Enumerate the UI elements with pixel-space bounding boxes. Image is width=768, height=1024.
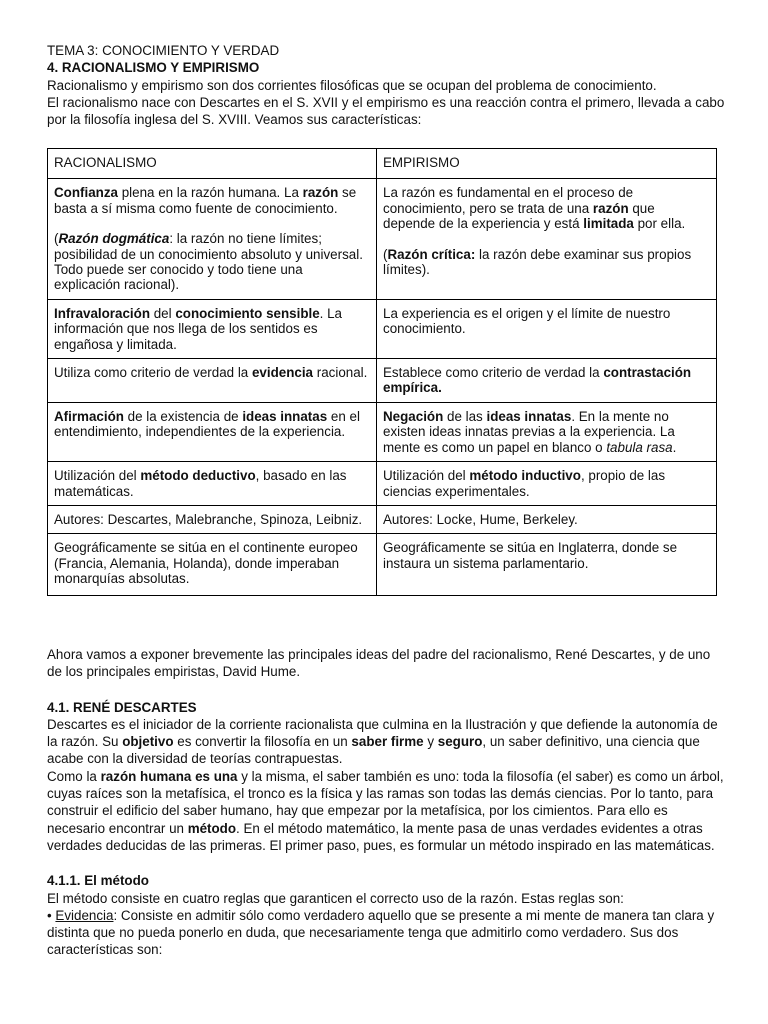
table-row [48,462,717,506]
comparison-table [47,148,717,596]
cell-text: La experiencia es el origen y el límite de nuestro conocimiento. [383,305,671,337]
cell-metodo-empirismo [377,462,717,506]
cell-criterio-empirismo [377,359,717,403]
cell-text: Utiliza como criterio de verdad la evidencia racional. [54,365,368,381]
metodo-heading: 4.1.1. El método [47,873,149,889]
cell-autores-empirismo [377,505,717,533]
cell-text: Afirmación de la existencia de ideas innatas en el entendimiento, independientes de la experiencia. [54,408,360,440]
metodo-paragraph: El método consiste en cuatro reglas que garanticen el correcto uso de la razón. Estas reglas son: [47,890,624,906]
cell-razon-racionalismo [48,179,377,299]
body-section [47,646,727,959]
cell-text: La razón es fundamental en el proceso de conocimiento, pero se trata de una razón que depende de la experiencia y está limitada por ella. [383,185,686,232]
cell-text: Utilización del método deductivo, basado en las matemáticas. [54,468,347,499]
cell-sentidos-empirismo [377,299,717,358]
cell-text: Confianza plena en la razón humana. La razón se basta a sí misma como fuente de conocimiento. [54,185,357,216]
cell-text: (Razón crítica: la razón debe examinar sus propios límites). [383,246,692,278]
cell-ideas-empirismo [377,402,717,461]
cell-text: Establece como criterio de verdad la contrastación empírica. [383,365,692,396]
cell-text: Negación de las ideas innatas. En la mente no existen ideas innatas previas a la experiencia. La mente es como un papel en blanco o tabula rasa. [383,408,677,455]
cell-text: Geográficamente se sitúa en el continente europeo (Francia, Alemania, Holanda), donde imperaban monarquías absolutas. [54,540,358,587]
intro-paragraph-1: Racionalismo y empirismo son dos corrientes filosóficas que se ocupan del problema de conocimiento. [47,77,657,93]
cell-text: Autores: Locke, Hume, Berkeley. [383,511,578,527]
table-row [48,402,717,461]
cell-autores-racionalismo [48,505,377,533]
cell-text: (Razón dogmática: la razón no tiene límites; posibilidad de un conocimiento absoluto y universal. Todo puede ser conocido y todo tiene una explicación racional). [54,231,363,293]
table-row [48,299,717,358]
header-empirismo: EMPIRISMO [377,149,717,179]
intro-section [47,42,727,128]
after-table-paragraph: Ahora vamos a exponer brevemente las principales ideas del padre del racionalismo, René Descartes, y de uno de los principales empiristas, David Hume. [47,647,711,680]
table-row [48,534,717,595]
section-heading: 4. RACIONALISMO Y EMPIRISMO [47,60,260,76]
tema-title: TEMA 3: CONOCIMIENTO Y VERDAD [47,43,280,58]
cell-ideas-racionalismo [48,402,377,461]
cell-metodo-racionalismo [48,462,377,506]
cell-razon-empirismo [377,179,717,299]
descartes-heading: 4.1. RENÉ DESCARTES [47,699,197,715]
cell-sentidos-racionalismo [48,299,377,358]
table-row [48,359,717,403]
cell-geografia-empirismo [377,534,717,595]
descartes-paragraph-2: Como la razón humana es una y la misma, el saber también es uno: toda la filosofía (el saber) es como un árbol, cuyas raíces son la metafísica, el tronco es la física y las ramas son todas las demás ciencias. Por lo tanto, para construir el edificio del saber humano, hay que empezar por la metafísica, por los cimientos. Para ello es necesario encontrar un método. En el método matemático, la mente pasa de unas verdades evidentes a otras verdades deducidas de las primeras. El primer paso, pues, es formular un método inspirado en las matemáticas. [47,768,724,853]
cell-text: Autores: Descartes, Malebranche, Spinoza, Leibniz. [54,511,363,527]
cell-text: Utilización del método inductivo, propio de las ciencias experimentales. [383,468,666,499]
intro-paragraph-2: El racionalismo nace con Descartes en el S. XVII y el empirismo es una reacción contra el primero, llevada a cabo por la filosofía inglesa del S. XVIII. Veamos sus características: [47,94,725,128]
cell-text: Geográficamente se sitúa en Inglaterra, donde se instaura un sistema parlamentario. [383,540,678,571]
cell-geografia-racionalismo [48,534,377,595]
descartes-paragraph-1: Descartes es el iniciador de la corriente racionalista que culmina en la Ilustración y que defiende la autonomía de la razón. Su objetivo es convertir la filosofía en un saber firme y seguro, un saber definitivo, una ciencia que acabe con la diversidad de teorías contrapuestas. [47,716,718,767]
header-racionalismo: RACIONALISMO [48,149,377,179]
table-header-row [48,149,717,179]
table-row [48,505,717,533]
table-row [48,179,717,299]
rule-evidencia: • Evidencia: Consiste en admitir sólo como verdadero aquello que se presente a mi mente de manera tan clara y distinta que no pueda ponerlo en duda, que necesariamente tenga que admitirlo como verdadero. Sus dos características son: [47,907,715,958]
cell-criterio-racionalismo [48,359,377,403]
cell-text: Infravaloración del conocimiento sensible. La información que nos llega de los sentidos es engañosa y limitada. [54,305,343,352]
